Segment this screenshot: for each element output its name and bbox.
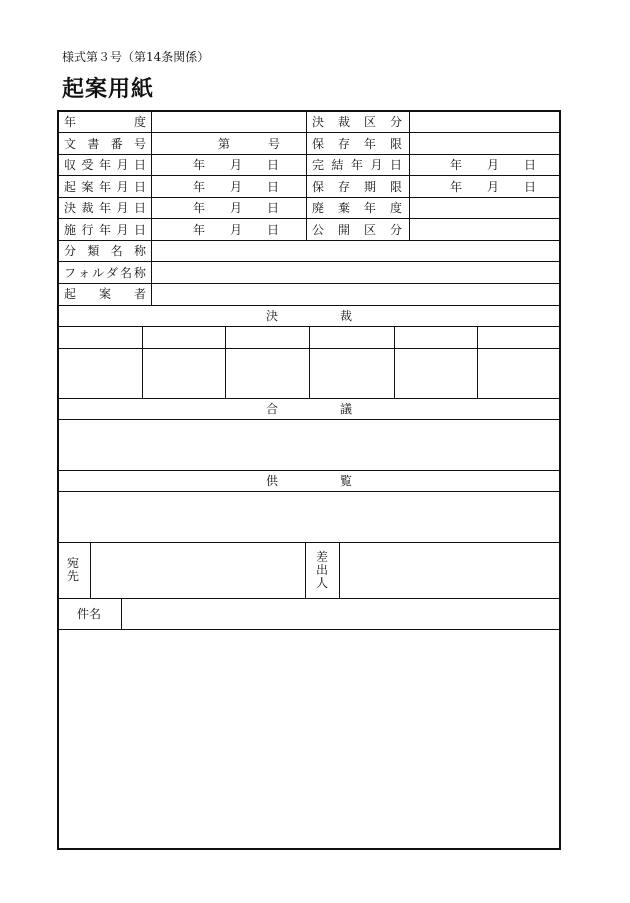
kessai-col-divider [394,326,395,398]
kessai-col-divider [477,326,478,398]
label-haiki-nendo: 廃 棄 年 度 [312,201,402,215]
label-bunsho-bango: 文 書 番 号 [64,137,146,151]
section-gogi: 合 議 [266,402,352,416]
kessai-col-divider [309,326,310,398]
field-hozon-kikan-date: 年 月 日 [450,180,536,194]
field-kessai-date: 年 月 日 [193,201,279,215]
label-folder-name: フ ォ ル ダ 名 称 [64,266,146,280]
row-divider [58,629,560,630]
label-kanketsu-date: 完 結 年 月 日 [312,158,402,172]
field-shuju-date: 年 月 日 [193,158,279,172]
row-divider [58,598,560,599]
label-kian-date: 起 案 年 月 日 [64,180,146,194]
kessai-col-divider [142,326,143,398]
label-kessai-kubun: 決 裁 区 分 [312,115,402,129]
label-shuju-date: 収 受 年 月 日 [64,158,146,172]
label-kiansha: 起 案 者 [64,287,146,301]
section-kyoran: 供 覧 [266,474,352,488]
kessai-col-divider [225,326,226,398]
field-shiko-date: 年 月 日 [193,223,279,237]
atesaki-divider [90,542,91,598]
col-divider-right [409,111,410,240]
label-kokai-kubun: 公 開 区 分 [312,223,402,237]
section-kessai: 決 裁 [266,309,352,323]
sashidashinin-divider-right [339,542,340,598]
row-divider [58,542,560,543]
field-bango: 第 号 [218,137,280,151]
label-bunrui-name: 分 類 名 称 [64,244,146,258]
label-atesaki: 宛 先 [66,556,79,583]
field-kian-date: 年 月 日 [193,180,279,194]
sashidashinin-divider-left [305,542,306,598]
label-subject: 件名 [76,607,101,621]
label-shiko-date: 施 行 年 月 日 [64,223,146,237]
label-hozon-nengen: 保 存 年 限 [312,137,402,151]
col-divider-label [151,111,152,305]
label-sashidashinin: 差 出 人 [315,550,328,590]
subject-divider [121,598,122,629]
form-title: 起案用紙 [62,77,155,102]
label-hozon-kikan: 保 存 期 限 [312,180,402,194]
label-kessai-date: 決 裁 年 月 日 [64,201,146,215]
label-nendo: 年 度 [64,115,146,129]
col-divider-middle [306,111,307,240]
field-kanketsu-date: 年 月 日 [450,158,536,172]
form-caption: 様式第３号（第14条関係） [62,50,210,64]
